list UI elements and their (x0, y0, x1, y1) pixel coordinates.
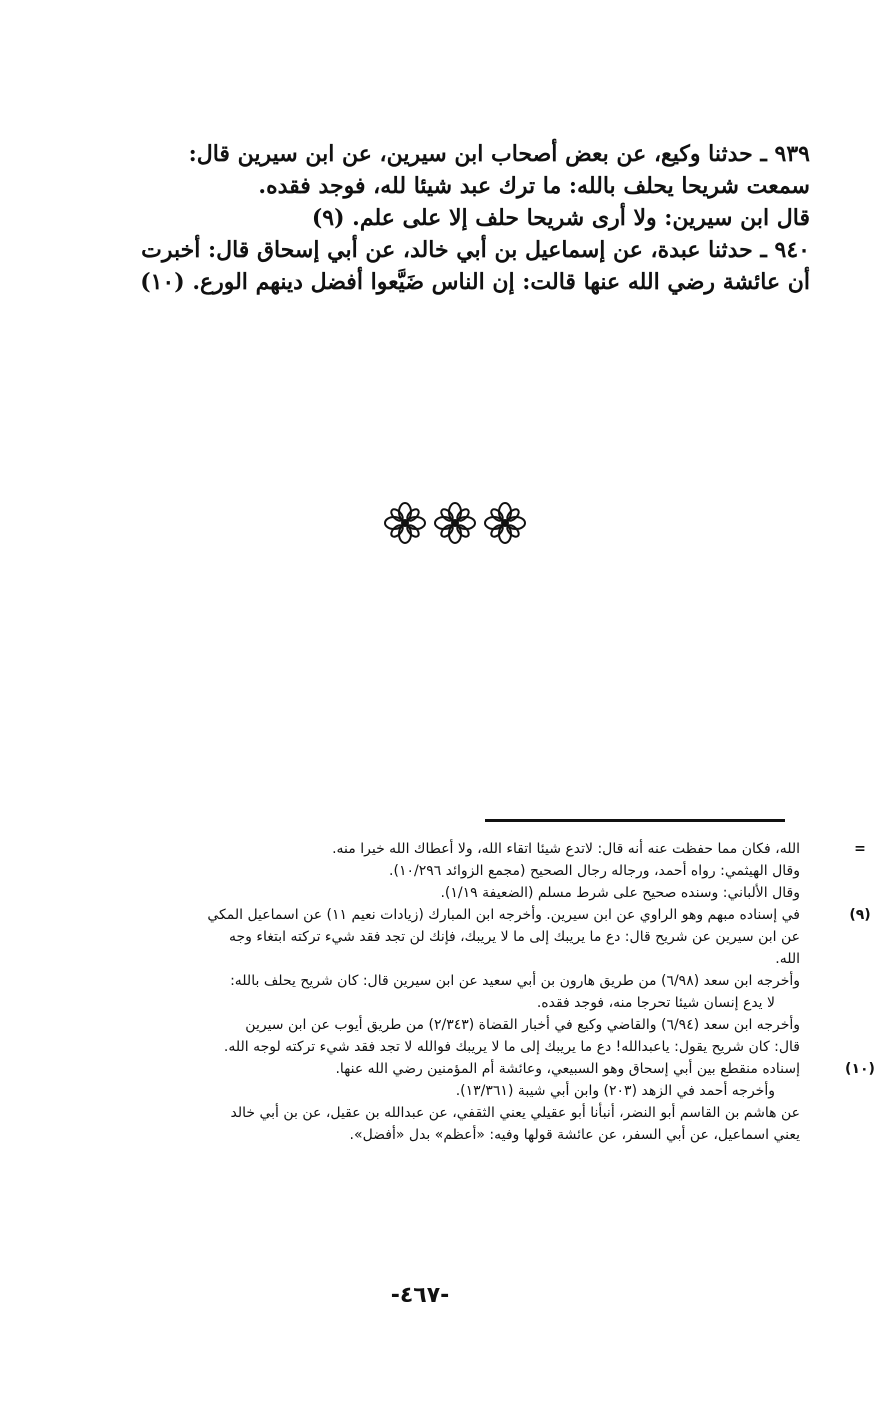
footnotes (100, 838, 875, 1146)
footnote-line: وأخرجه ابن سعد (٦/٩٤) والقاضي وكيع في أخبار القضاة (٢/٣٤٣) من طريق أيوب عن ابن سيرين (245, 1017, 800, 1033)
footnote-line: وقال الألباني: وسنده صحيح على شرط مسلم (الضعيفة ١/١٩). (440, 885, 800, 901)
footnote-line: الله، فكان مما حفظت عنه أنه قال: لاتدع شيئا اتقاء الله، ولا أعطاك الله خيرا منه. (332, 841, 800, 857)
footnote-marker: (١٠) (845, 1061, 875, 1077)
main-text (95, 138, 810, 298)
footnote-line: عن ابن سيرين عن شريح قال: دع ما يريبك إلى ما لا يريبك، فإنك لن تجد فقد شيء تركته ابتغاء وجه (229, 929, 800, 945)
footnote-line: وقال الهيثمي: رواه أحمد، ورجاله رجال الصحيح (مجمع الزوائد ١٠/٢٩٦). (389, 863, 800, 879)
footnote-line: الله. (775, 951, 800, 967)
main-line: سمعت شريحا يحلف بالله: ما ترك عبد شيئا لله، فوجد فقده. (258, 173, 810, 199)
footnote-marker: (٩) (849, 907, 871, 923)
footnote-line: في إسناده مبهم وهو الراوي عن ابن سيرين. وأخرجه ابن المبارك (زيادات نعيم ١١) عن اسماعيل المكي (207, 907, 800, 923)
flower-ornament-icon (380, 497, 530, 549)
footnote-line: وأخرجه أحمد في الزهد (٢٠٣) وابن أبي شيبة (١٣/٣٦١). (455, 1083, 775, 1099)
footnote-divider (485, 819, 785, 822)
page-number: -٤٦٧- (390, 1283, 450, 1308)
footnote-marker: = (854, 841, 866, 857)
footnote-line: عن هاشم بن القاسم أبو النضر، أنبأنا أبو عقيلي يعني الثقفي، عن عبدالله بن عقيل، عن بن أبي خالد (230, 1105, 800, 1121)
footnote-continued (100, 838, 866, 904)
footnote-10 (100, 1058, 875, 1146)
footnote-line: يعني اسماعيل، عن أبي السفر، عن عائشة قولها وفيه: «أعظم» بدل «أفضل». (349, 1127, 800, 1143)
main-line: ٩٣٩ ـ حدثنا وكيع، عن بعض أصحاب ابن سيرين، عن ابن سيرين قال: (188, 141, 810, 167)
main-line: أن عائشة رضي الله عنها قالت: إن الناس ضَيَّعوا أفضل دينهم الورع. (١٠) (140, 269, 810, 295)
footnote-line: إسناده منقطع بين أبي إسحاق وهو السبيعي، وعائشة أم المؤمنين رضي الله عنها. (335, 1061, 800, 1077)
main-line: ٩٤٠ ـ حدثنا عبدة، عن إسماعيل بن أبي خالد، عن أبي إسحاق قال: أخبرت (141, 237, 810, 263)
footnote-line: وأخرجه ابن سعد (٦/٩٨) من طريق هارون بن أبي سعيد عن ابن سيرين قال: كان شريح يحلف بالله: (230, 973, 800, 989)
footnote-line: لا يدع إنسان شيئا تحرجا منه، فوجد فقده. (536, 995, 775, 1011)
footnote-9 (100, 904, 871, 1058)
footnote-line: قال: كان شريح يقول: ياعبدالله! دع ما يريبك إلى ما لا يريبك فوالله لا تجد فقد شيء تركته لوجه الله. (223, 1039, 800, 1055)
main-line: قال ابن سيرين: ولا أرى شريحا حلف إلا على علم. (٩) (311, 205, 810, 231)
